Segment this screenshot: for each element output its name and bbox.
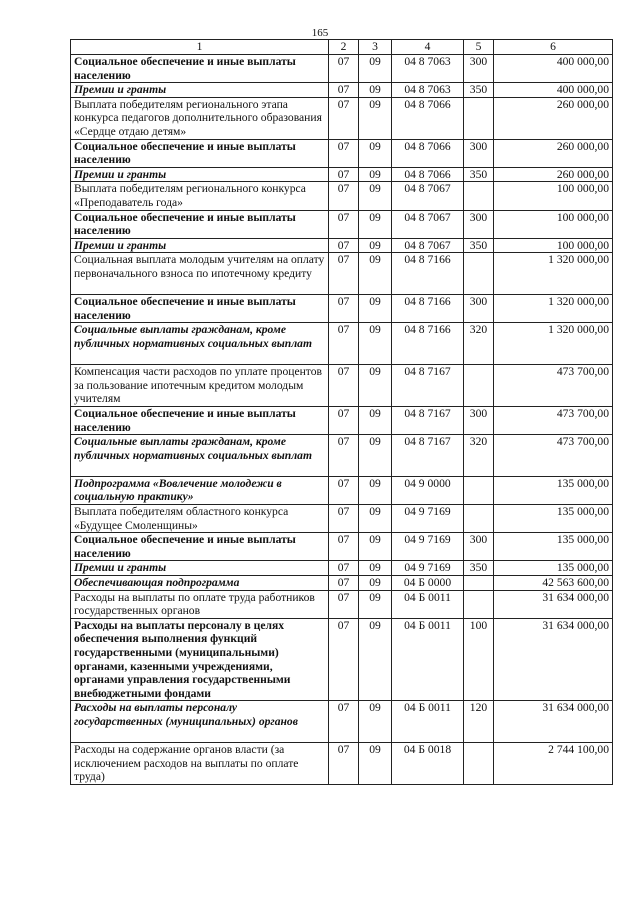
row-target-article: 04 8 7167: [392, 365, 464, 407]
row-chapter: 07: [329, 365, 359, 407]
row-chapter: 07: [329, 576, 359, 591]
table-row: [71, 253, 613, 295]
row-expense-type: [464, 182, 494, 210]
header-target-article: 4: [392, 40, 464, 55]
row-expense-type: [464, 365, 494, 407]
row-chapter: 07: [329, 435, 359, 477]
row-expense-type: 350: [464, 561, 494, 576]
row-target-article: 04 8 7167: [392, 406, 464, 434]
row-amount: 260 000,00: [494, 97, 613, 139]
row-section: 09: [359, 505, 392, 533]
row-expense-type: [464, 505, 494, 533]
row-target-article: 04 8 7063: [392, 83, 464, 98]
row-name: Обеспечивающая подпрограмма: [71, 576, 329, 591]
row-amount: 100 000,00: [494, 210, 613, 238]
row-amount: 2 744 100,00: [494, 743, 613, 785]
table-row: [71, 590, 613, 618]
row-chapter: 07: [329, 533, 359, 561]
row-chapter: 07: [329, 323, 359, 365]
row-expense-type: [464, 97, 494, 139]
table-row: [71, 83, 613, 98]
row-section: 09: [359, 238, 392, 253]
table-row: [71, 743, 613, 785]
row-target-article: 04 8 7166: [392, 253, 464, 295]
table-row: [71, 238, 613, 253]
row-target-article: 04 Б 0011: [392, 590, 464, 618]
table-row: [71, 618, 613, 701]
row-amount: 1 320 000,00: [494, 253, 613, 295]
row-name: Выплата победителям регионального конкурса «Преподаватель года»: [71, 182, 329, 210]
row-name: Расходы на выплаты персоналу в целях обеспечения выполнения функций государственными (муниципальными) органами, казенными учреждениями, органами управления государственными внебюджетными фондами: [71, 618, 329, 701]
row-chapter: 07: [329, 505, 359, 533]
row-chapter: 07: [329, 238, 359, 253]
row-name: Компенсация части расходов по уплате процентов за пользование ипотечным кредитом молодым учителям: [71, 365, 329, 407]
row-section: 09: [359, 618, 392, 701]
row-target-article: 04 9 7169: [392, 561, 464, 576]
table-header-row: [71, 40, 613, 55]
row-target-article: 04 8 7067: [392, 182, 464, 210]
row-chapter: 07: [329, 139, 359, 167]
row-amount: 135 000,00: [494, 505, 613, 533]
table-row: [71, 167, 613, 182]
row-expense-type: 300: [464, 210, 494, 238]
table-row: [71, 295, 613, 323]
row-section: 09: [359, 83, 392, 98]
row-expense-type: 300: [464, 533, 494, 561]
row-name: Социальное обеспечение и иные выплаты населению: [71, 406, 329, 434]
row-amount: 135 000,00: [494, 533, 613, 561]
row-expense-type: [464, 576, 494, 591]
row-target-article: 04 Б 0018: [392, 743, 464, 785]
table-body: [71, 55, 613, 785]
table-row: [71, 406, 613, 434]
row-expense-type: [464, 743, 494, 785]
row-target-article: 04 8 7066: [392, 97, 464, 139]
row-section: 09: [359, 533, 392, 561]
row-target-article: 04 8 7166: [392, 295, 464, 323]
row-target-article: 04 9 7169: [392, 533, 464, 561]
row-section: 09: [359, 365, 392, 407]
header-chapter: 2: [329, 40, 359, 55]
row-section: 09: [359, 476, 392, 504]
row-target-article: 04 8 7167: [392, 435, 464, 477]
row-chapter: 07: [329, 55, 359, 83]
row-section: 09: [359, 182, 392, 210]
row-section: 09: [359, 435, 392, 477]
row-chapter: 07: [329, 743, 359, 785]
row-chapter: 07: [329, 701, 359, 743]
table-row: [71, 210, 613, 238]
row-section: 09: [359, 561, 392, 576]
row-amount: 473 700,00: [494, 365, 613, 407]
row-section: 09: [359, 253, 392, 295]
table-row: [71, 576, 613, 591]
row-chapter: 07: [329, 97, 359, 139]
row-amount: 135 000,00: [494, 476, 613, 504]
row-amount: 31 634 000,00: [494, 701, 613, 743]
row-chapter: 07: [329, 476, 359, 504]
row-target-article: 04 Б 0000: [392, 576, 464, 591]
row-expense-type: 300: [464, 55, 494, 83]
row-name: Социальное обеспечение и иные выплаты населению: [71, 139, 329, 167]
row-chapter: 07: [329, 182, 359, 210]
row-expense-type: [464, 476, 494, 504]
header-expense-type: 5: [464, 40, 494, 55]
row-amount: 1 320 000,00: [494, 323, 613, 365]
row-expense-type: [464, 590, 494, 618]
table-row: [71, 533, 613, 561]
row-section: 09: [359, 139, 392, 167]
table-row: [71, 435, 613, 477]
row-name: Социальные выплаты гражданам, кроме публичных нормативных социальных выплат: [71, 323, 329, 365]
row-amount: 400 000,00: [494, 55, 613, 83]
row-expense-type: 300: [464, 295, 494, 323]
row-section: 09: [359, 167, 392, 182]
table-row: [71, 139, 613, 167]
row-expense-type: 320: [464, 323, 494, 365]
row-section: 09: [359, 295, 392, 323]
row-chapter: 07: [329, 210, 359, 238]
row-name: Подпрограмма «Вовлечение молодежи в социальную практику»: [71, 476, 329, 504]
row-section: 09: [359, 576, 392, 591]
header-section: 3: [359, 40, 392, 55]
row-target-article: 04 9 0000: [392, 476, 464, 504]
row-chapter: 07: [329, 561, 359, 576]
row-amount: 31 634 000,00: [494, 590, 613, 618]
table-row: [71, 476, 613, 504]
row-chapter: 07: [329, 253, 359, 295]
row-expense-type: [464, 253, 494, 295]
row-amount: 1 320 000,00: [494, 295, 613, 323]
row-target-article: 04 8 7166: [392, 323, 464, 365]
row-name: Премии и гранты: [71, 238, 329, 253]
row-target-article: 04 Б 0011: [392, 701, 464, 743]
row-expense-type: 350: [464, 238, 494, 253]
row-chapter: 07: [329, 83, 359, 98]
table-row: [71, 701, 613, 743]
row-chapter: 07: [329, 167, 359, 182]
row-name: Расходы на содержание органов власти (за исключением расходов на выплаты по оплате труда): [71, 743, 329, 785]
row-target-article: 04 8 7067: [392, 210, 464, 238]
row-name: Премии и гранты: [71, 167, 329, 182]
row-expense-type: 350: [464, 83, 494, 98]
row-name: Социальное обеспечение и иные выплаты населению: [71, 55, 329, 83]
table-row: [71, 365, 613, 407]
row-amount: 100 000,00: [494, 238, 613, 253]
row-name: Выплата победителям областного конкурса «Будущее Смоленщины»: [71, 505, 329, 533]
row-name: Премии и гранты: [71, 561, 329, 576]
row-chapter: 07: [329, 590, 359, 618]
row-name: Социальное обеспечение и иные выплаты населению: [71, 533, 329, 561]
row-target-article: 04 8 7067: [392, 238, 464, 253]
row-name: Расходы на выплаты по оплате труда работников государственных органов: [71, 590, 329, 618]
row-amount: 31 634 000,00: [494, 618, 613, 701]
row-expense-type: 300: [464, 139, 494, 167]
row-target-article: 04 8 7063: [392, 55, 464, 83]
row-name: Социальное обеспечение и иные выплаты населению: [71, 295, 329, 323]
row-name: Расходы на выплаты персоналу государственных (муниципальных) органов: [71, 701, 329, 743]
row-section: 09: [359, 406, 392, 434]
row-amount: 473 700,00: [494, 406, 613, 434]
table-row: [71, 182, 613, 210]
row-chapter: 07: [329, 406, 359, 434]
row-amount: 260 000,00: [494, 139, 613, 167]
row-name: Социальные выплаты гражданам, кроме публичных нормативных социальных выплат: [71, 435, 329, 477]
row-expense-type: 300: [464, 406, 494, 434]
row-amount: 42 563 600,00: [494, 576, 613, 591]
row-amount: 260 000,00: [494, 167, 613, 182]
row-chapter: 07: [329, 295, 359, 323]
row-section: 09: [359, 743, 392, 785]
row-name: Социальное обеспечение и иные выплаты населению: [71, 210, 329, 238]
row-target-article: 04 8 7066: [392, 139, 464, 167]
table-row: [71, 323, 613, 365]
row-section: 09: [359, 210, 392, 238]
row-amount: 400 000,00: [494, 83, 613, 98]
row-amount: 135 000,00: [494, 561, 613, 576]
budget-table: [70, 39, 613, 785]
row-expense-type: 120: [464, 701, 494, 743]
row-name: Социальная выплата молодым учителям на оплату первоначального взноса по ипотечному кредиту: [71, 253, 329, 295]
header-name: 1: [71, 40, 329, 55]
row-expense-type: 350: [464, 167, 494, 182]
table-row: [71, 505, 613, 533]
row-section: 09: [359, 55, 392, 83]
row-target-article: 04 Б 0011: [392, 618, 464, 701]
row-expense-type: 320: [464, 435, 494, 477]
row-expense-type: 100: [464, 618, 494, 701]
table-row: [71, 55, 613, 83]
row-chapter: 07: [329, 618, 359, 701]
row-section: 09: [359, 323, 392, 365]
header-amount: 6: [494, 40, 613, 55]
row-amount: 100 000,00: [494, 182, 613, 210]
row-section: 09: [359, 701, 392, 743]
table-row: [71, 97, 613, 139]
row-amount: 473 700,00: [494, 435, 613, 477]
row-section: 09: [359, 97, 392, 139]
row-target-article: 04 8 7066: [392, 167, 464, 182]
table-row: [71, 561, 613, 576]
row-name: Выплата победителям регионального этапа конкурса педагогов дополнительного образования «Сердце отдаю детям»: [71, 97, 329, 139]
row-name: Премии и гранты: [71, 83, 329, 98]
row-target-article: 04 9 7169: [392, 505, 464, 533]
page-number: 165: [311, 27, 329, 39]
row-section: 09: [359, 590, 392, 618]
